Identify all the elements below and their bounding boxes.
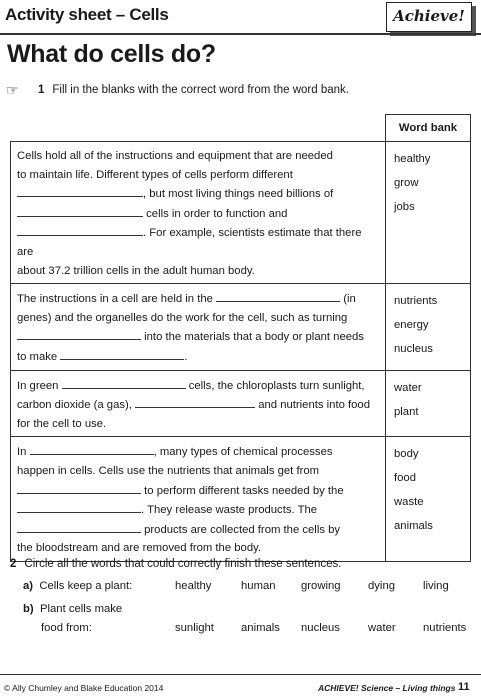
question-2a	[23, 580, 132, 592]
pointing-hand-icon: ☞	[6, 82, 19, 98]
question-number: 2	[10, 558, 17, 570]
word-bank-word: healthy	[394, 153, 431, 165]
sub-text: Plant cells make	[39, 603, 123, 615]
fill-in-blank[interactable]	[135, 395, 255, 408]
passage-line	[17, 481, 379, 501]
word-bank-word: water	[394, 381, 422, 394]
passage-text: to make	[17, 350, 61, 363]
fill-in-blank[interactable]	[17, 184, 143, 197]
table-row	[11, 370, 471, 437]
passage-cell	[11, 284, 386, 370]
table-header-row	[11, 115, 471, 142]
answer-option[interactable]: water	[368, 622, 396, 634]
passage-text: and nutrients into food	[255, 399, 370, 412]
passage-line	[17, 500, 379, 520]
passage-text: to maintain life. Different types of cells perform different	[17, 168, 293, 181]
sub-label: b)	[23, 603, 34, 615]
word-bank-word: animals	[394, 520, 433, 533]
fill-in-blank[interactable]	[17, 223, 143, 236]
word-bank-word: plant	[394, 405, 419, 418]
header-spacer	[11, 115, 386, 142]
passage-cell	[11, 437, 386, 562]
question-2b	[23, 603, 122, 615]
fill-in-blank[interactable]	[17, 520, 141, 533]
passage-cell	[11, 142, 386, 284]
passage-line	[17, 415, 379, 434]
passage-text: .	[184, 350, 188, 363]
question-instruction: Fill in the blanks with the correct word from the word bank.	[52, 84, 349, 96]
passage-text: cells in order to function and	[143, 207, 288, 220]
answer-option[interactable]: human	[241, 580, 276, 592]
page-title: What do cells do?	[7, 40, 216, 68]
passage-text: In	[17, 446, 30, 459]
table-row	[11, 437, 471, 562]
sub-text: Cells keep a plant:	[39, 580, 133, 592]
word-bank-word: nucleus	[394, 343, 433, 356]
passage-text: cells, the chloroplasts turn sunlight,	[185, 379, 365, 392]
fill-in-blank[interactable]	[60, 347, 184, 360]
fill-in-blank[interactable]	[17, 500, 141, 513]
passage-text: for the cell to use.	[17, 417, 107, 430]
passage-line	[17, 223, 379, 261]
answer-option[interactable]: nutrients	[423, 622, 467, 634]
word-bank-word: nutrients	[394, 295, 438, 308]
word-bank-word: waste	[394, 496, 424, 509]
answer-option[interactable]: growing	[301, 580, 341, 592]
passage-line	[17, 347, 379, 367]
passage-line	[17, 309, 379, 328]
passage-line	[17, 184, 379, 204]
passage-text: happen in cells. Cells use the nutrients that animals get from	[17, 464, 320, 477]
word-bank-cell	[386, 142, 471, 284]
passage-text: . They release waste products. The	[141, 504, 318, 517]
word-bank-word: food	[394, 472, 416, 485]
sub-label: a)	[23, 580, 34, 592]
passage-line	[17, 262, 379, 281]
page-number: 11	[458, 681, 470, 693]
copyright: © Ally Chumley and Blake Education 2014	[4, 683, 164, 693]
passage-text: into the materials that a body or plant needs	[141, 331, 364, 344]
passage-line	[17, 442, 379, 462]
answer-option[interactable]: dying	[368, 580, 396, 592]
word-bank-word: grow	[394, 177, 419, 189]
passage-line	[17, 376, 379, 396]
answer-option[interactable]: nucleus	[301, 622, 340, 634]
question-2	[10, 558, 341, 570]
passage-line	[17, 166, 379, 185]
passage-line	[17, 539, 379, 558]
passage-line	[17, 327, 379, 347]
passage-line	[17, 147, 379, 166]
word-bank-cell	[386, 370, 471, 437]
passage-text: . For example, scientists estimate that there are	[17, 227, 362, 258]
passage-text: (in	[340, 293, 356, 306]
passage-text: Cells hold all of the instructions and equipment that are needed	[17, 150, 333, 162]
achieve-badge: Achieve!	[386, 2, 472, 32]
header-rule	[0, 33, 481, 35]
question-2b-line2: food from:	[41, 622, 92, 634]
passage-text: the bloodstream and are removed from the body.	[17, 542, 262, 555]
passage-text: In green	[17, 379, 62, 392]
answer-option[interactable]: animals	[241, 622, 280, 634]
passage-line	[17, 395, 379, 415]
fill-in-blank[interactable]	[216, 289, 340, 302]
fill-in-blank[interactable]	[30, 442, 154, 455]
passage-text: genes) and the organelles do the work for the cell, such as turning	[17, 311, 348, 324]
fill-in-blank[interactable]	[17, 204, 143, 217]
word-bank-header: Word bank	[386, 115, 471, 142]
word-bank-cell	[386, 437, 471, 562]
passage-line	[17, 520, 379, 540]
sheet-title: Activity sheet – Cells	[5, 5, 169, 24]
word-bank-cell	[386, 284, 471, 370]
word-bank-word: jobs	[394, 201, 415, 213]
answer-option[interactable]: sunlight	[175, 622, 214, 634]
passage-text: carbon dioxide (a gas),	[17, 399, 136, 412]
question-number: 1	[38, 84, 45, 96]
table-row	[11, 284, 471, 370]
passage-text: to perform different tasks needed by the	[141, 484, 344, 497]
passage-line	[17, 289, 379, 309]
table-row	[11, 142, 471, 284]
word-bank-table	[10, 114, 471, 562]
passage-cell	[11, 370, 386, 437]
fill-in-blank[interactable]	[17, 481, 141, 494]
passage-text: products are collected from the cells by	[141, 523, 341, 536]
footer-rule	[0, 674, 481, 675]
passage-text: , many types of chemical processes	[153, 446, 333, 459]
word-bank-word: energy	[394, 319, 429, 332]
question-instruction: Circle all the words that could correctly finish these sentences.	[24, 558, 342, 570]
answer-option[interactable]: healthy	[175, 580, 212, 592]
passage-text: about 37.2 trillion cells in the adult human body.	[17, 264, 255, 277]
passage-line	[17, 204, 379, 224]
fill-in-blank[interactable]	[62, 376, 186, 389]
passage-text: The instructions in a cell are held in the	[17, 293, 217, 306]
passage-text: , but most living things need billions of	[143, 188, 334, 201]
word-bank-word: body	[394, 448, 419, 461]
answer-option[interactable]: living	[423, 580, 449, 592]
fill-in-blank[interactable]	[17, 327, 141, 340]
passage-line	[17, 462, 379, 481]
book-title: ACHIEVE! Science – Living things	[318, 683, 456, 693]
question-1	[38, 84, 349, 96]
header-bar	[0, 0, 481, 35]
